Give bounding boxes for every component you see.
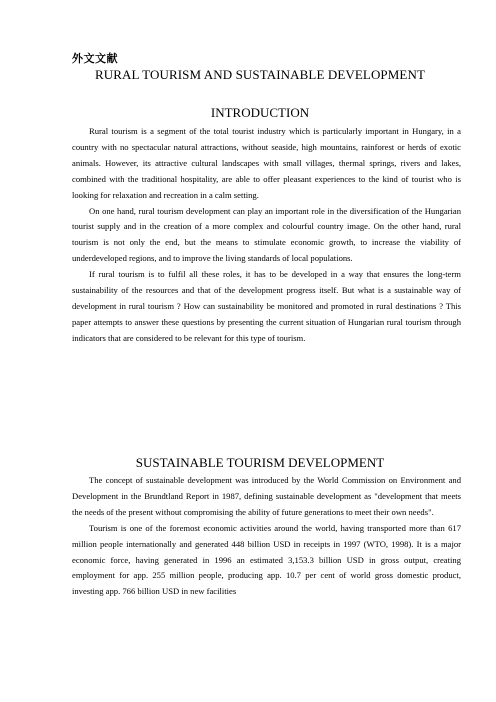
sustainable-development-heading: SUSTAINABLE TOURISM DEVELOPMENT — [135, 455, 385, 470]
sustainable-paragraph-2: Tourism is one of the foremost economic activities around the world, having transported more than 617 million people internationally and generated 448 billion USD in receipts in 1997 (WTO, 1998). It is a major economic force, having generated in 1996 an estimated 3,153.3 billion USD in gross output, creating employment for app. 255 million people, producing app. 10.7 per cent of world gross domestic product, investing app. 766 billion USD in new facilities — [72, 522, 461, 597]
sustainable-paragraph-1: The concept of sustainable development was introduced by the World Commission on Environment and Development in the Brundtland Report in 1987, defining sustainable development as "development that meets the needs of the present without compromising the ability of future generations to meet their own needs". — [72, 475, 461, 517]
introduction-paragraph-1: Rural tourism is a segment of the total tourist industry which is particularly important in Hungary, in a country with no spectacular natural attractions, without seaside, high mountains, rainforest or herds of exotic animals. However, its attractive cultural landscapes with small villages, thermal springs, rivers and lakes, combined with the traditional hospitality, are able to offer pleasant experiences to the kind of tourist who is looking for relaxation and recreation in a calm setting. — [72, 126, 461, 200]
introduction-paragraph-2: On one hand, rural tourism development can play an important role in the diversification of the Hungarian tourist supply and in the creation of a more complex and colourful country image. On the other hand, rural tourism is not only the end, but the means to stimulate economic growth, to increase the viability of underdeveloped regions, and to improve the living standards of local populations. — [72, 205, 461, 264]
introduction-paragraph-3: If rural tourism is to fulfil all these roles, it has to be developed in a way that ensures the long-term sustainability of the resources and that of the development progress itself. But what is a sustainable way of development in rural tourism ? How can sustainability be monitored and promoted in rural destinations ? This paper attempts to answer these questions by presenting the current situation of Hungarian rural tourism through indicators that are considered to be relevant for this type of tourism. — [72, 269, 461, 343]
document-label: 外文文献 — [72, 52, 118, 65]
introduction-heading: INTRODUCTION — [210, 105, 310, 120]
document-title: RURAL TOURISM AND SUSTAINABLE DEVELOPMENT — [94, 67, 425, 82]
sustainable-development-section — [72, 473, 461, 600]
introduction-section — [72, 124, 461, 347]
